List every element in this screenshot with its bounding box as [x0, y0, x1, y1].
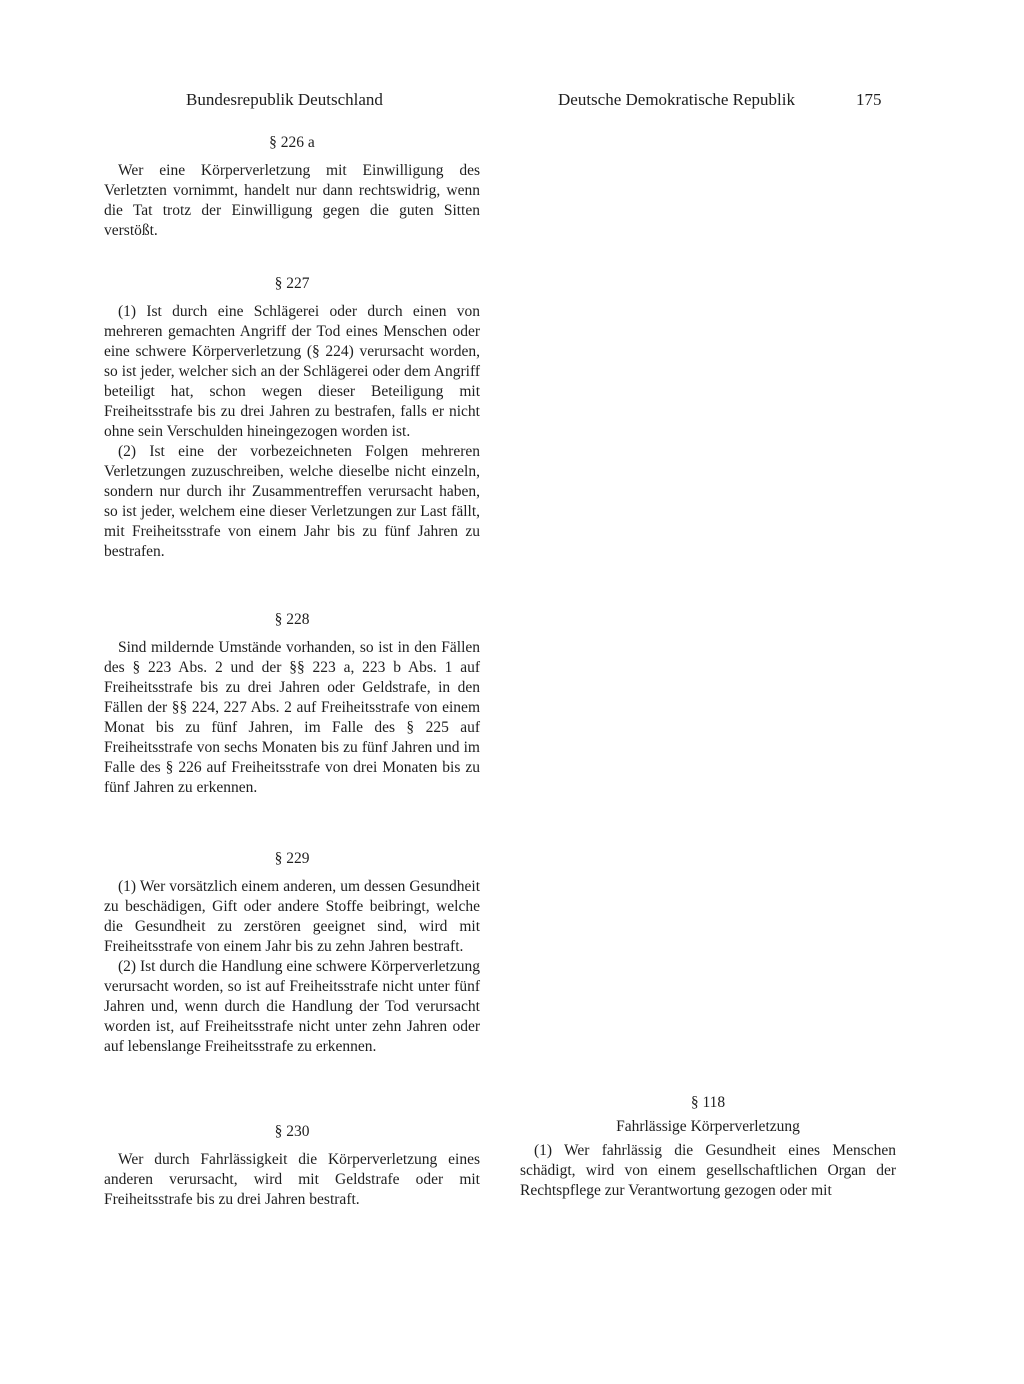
section-229-paragraph-2: (2) Ist durch die Handlung eine schwere Körperverletzung verursacht worden, so ist auf Freiheitsstrafe nicht unter fünf Jahren und, wenn durch die Handlung der Tod verursacht worden ist, auf Freiheitsstrafe nicht unter zehn Jahren oder auf lebenslange Freiheitsstrafe zu erkennen. [104, 958, 480, 1055]
section-226a-title: § 226 a [269, 134, 315, 151]
section-229 [104, 849, 480, 1057]
section-230 [104, 1122, 480, 1210]
section-118-paragraph: (1) Wer fahrlässig die Gesundheit eines Menschen schädigt, wird von einem gesellschaftlichen Organ der Rechtspflege zur Verantwortung gezogen oder mit [520, 1142, 896, 1199]
section-228-paragraph: Sind mildernde Umstände vorhanden, so ist in den Fällen des § 223 Abs. 2 und der §§ 223 a, 223 b Abs. 1 auf Freiheitsstrafe bis zu drei Jahren oder Geldstrafe, in den Fällen der §§ 224, 227 Abs. 2 auf Freiheitsstrafe von einem Monat bis zu fünf Jahren, im Falle des § 225 auf Freiheitsstrafe von sechs Monaten bis zu fünf Jahren und im Falle des § 226 auf Freiheitsstrafe von drei Monaten bis zu fünf Jahren zu erkennen. [104, 639, 480, 796]
section-230-title: § 230 [274, 1123, 310, 1140]
section-118 [520, 1093, 896, 1201]
section-229-title: § 229 [274, 850, 310, 867]
section-230-paragraph: Wer durch Fahrlässigkeit die Körperverletzung eines anderen verursacht, wird mit Geldstrafe oder mit Freiheitsstrafe bis zu drei Jahren bestraft. [104, 1151, 480, 1208]
section-227 [104, 274, 480, 562]
section-229-paragraph-1: (1) Wer vorsätzlich einem anderen, um dessen Gesundheit zu beschädigen, Gift oder andere Stoffe beibringt, welche die Gesundheit zu zerstören geeignet sind, wird mit Freiheitsstrafe von einem Jahr bis zu zehn Jahren bestraft. [104, 878, 480, 955]
page-number: 175 [856, 90, 882, 109]
section-118-title: § 118 [690, 1094, 726, 1111]
section-227-title: § 227 [274, 275, 310, 292]
right-column-ddr [520, 1093, 896, 1201]
section-226a-paragraph: Wer eine Körperverletzung mit Einwilligung des Verletzten vornimmt, handelt nur dann rechtswidrig, wenn die Tat trotz der Einwilligung gegen die guten Sitten verstößt. [104, 162, 480, 239]
running-header-right: Deutsche Demokratische Republik [558, 90, 795, 109]
section-227-paragraph-2: (2) Ist eine der vorbezeichneten Folgen mehreren Verletzungen zuzuschreiben, welche dieselbe nicht einzeln, sondern nur durch ihr Zusammentreffen verursacht haben, so ist jeder, welchem eine dieser Verletzungen zur Last fällt, mit Freiheitsstrafe von einem Jahr bis zu fünf Jahren zu bestrafen. [104, 443, 480, 560]
section-228 [104, 610, 480, 798]
running-header-left: Bundesrepublik Deutschland [186, 90, 383, 109]
section-226a [104, 133, 480, 241]
section-118-subtitle: Fahrlässige Körperverletzung [616, 1118, 800, 1135]
section-228-title: § 228 [274, 611, 310, 628]
section-227-paragraph-1: (1) Ist durch eine Schlägerei oder durch einen von mehreren gemachten Angriff der Tod eines Menschen oder eine schwere Körperverletzung (§ 224) verursacht worden, so ist jeder, welcher sich an der Schlägerei oder dem Angriff beteiligt hat, schon wegen dieser Beteiligung mit Freiheitsstrafe bis zu drei Jahren zu bestrafen, falls er nicht ohne sein Verschulden hineingezogen worden ist. [104, 303, 480, 440]
